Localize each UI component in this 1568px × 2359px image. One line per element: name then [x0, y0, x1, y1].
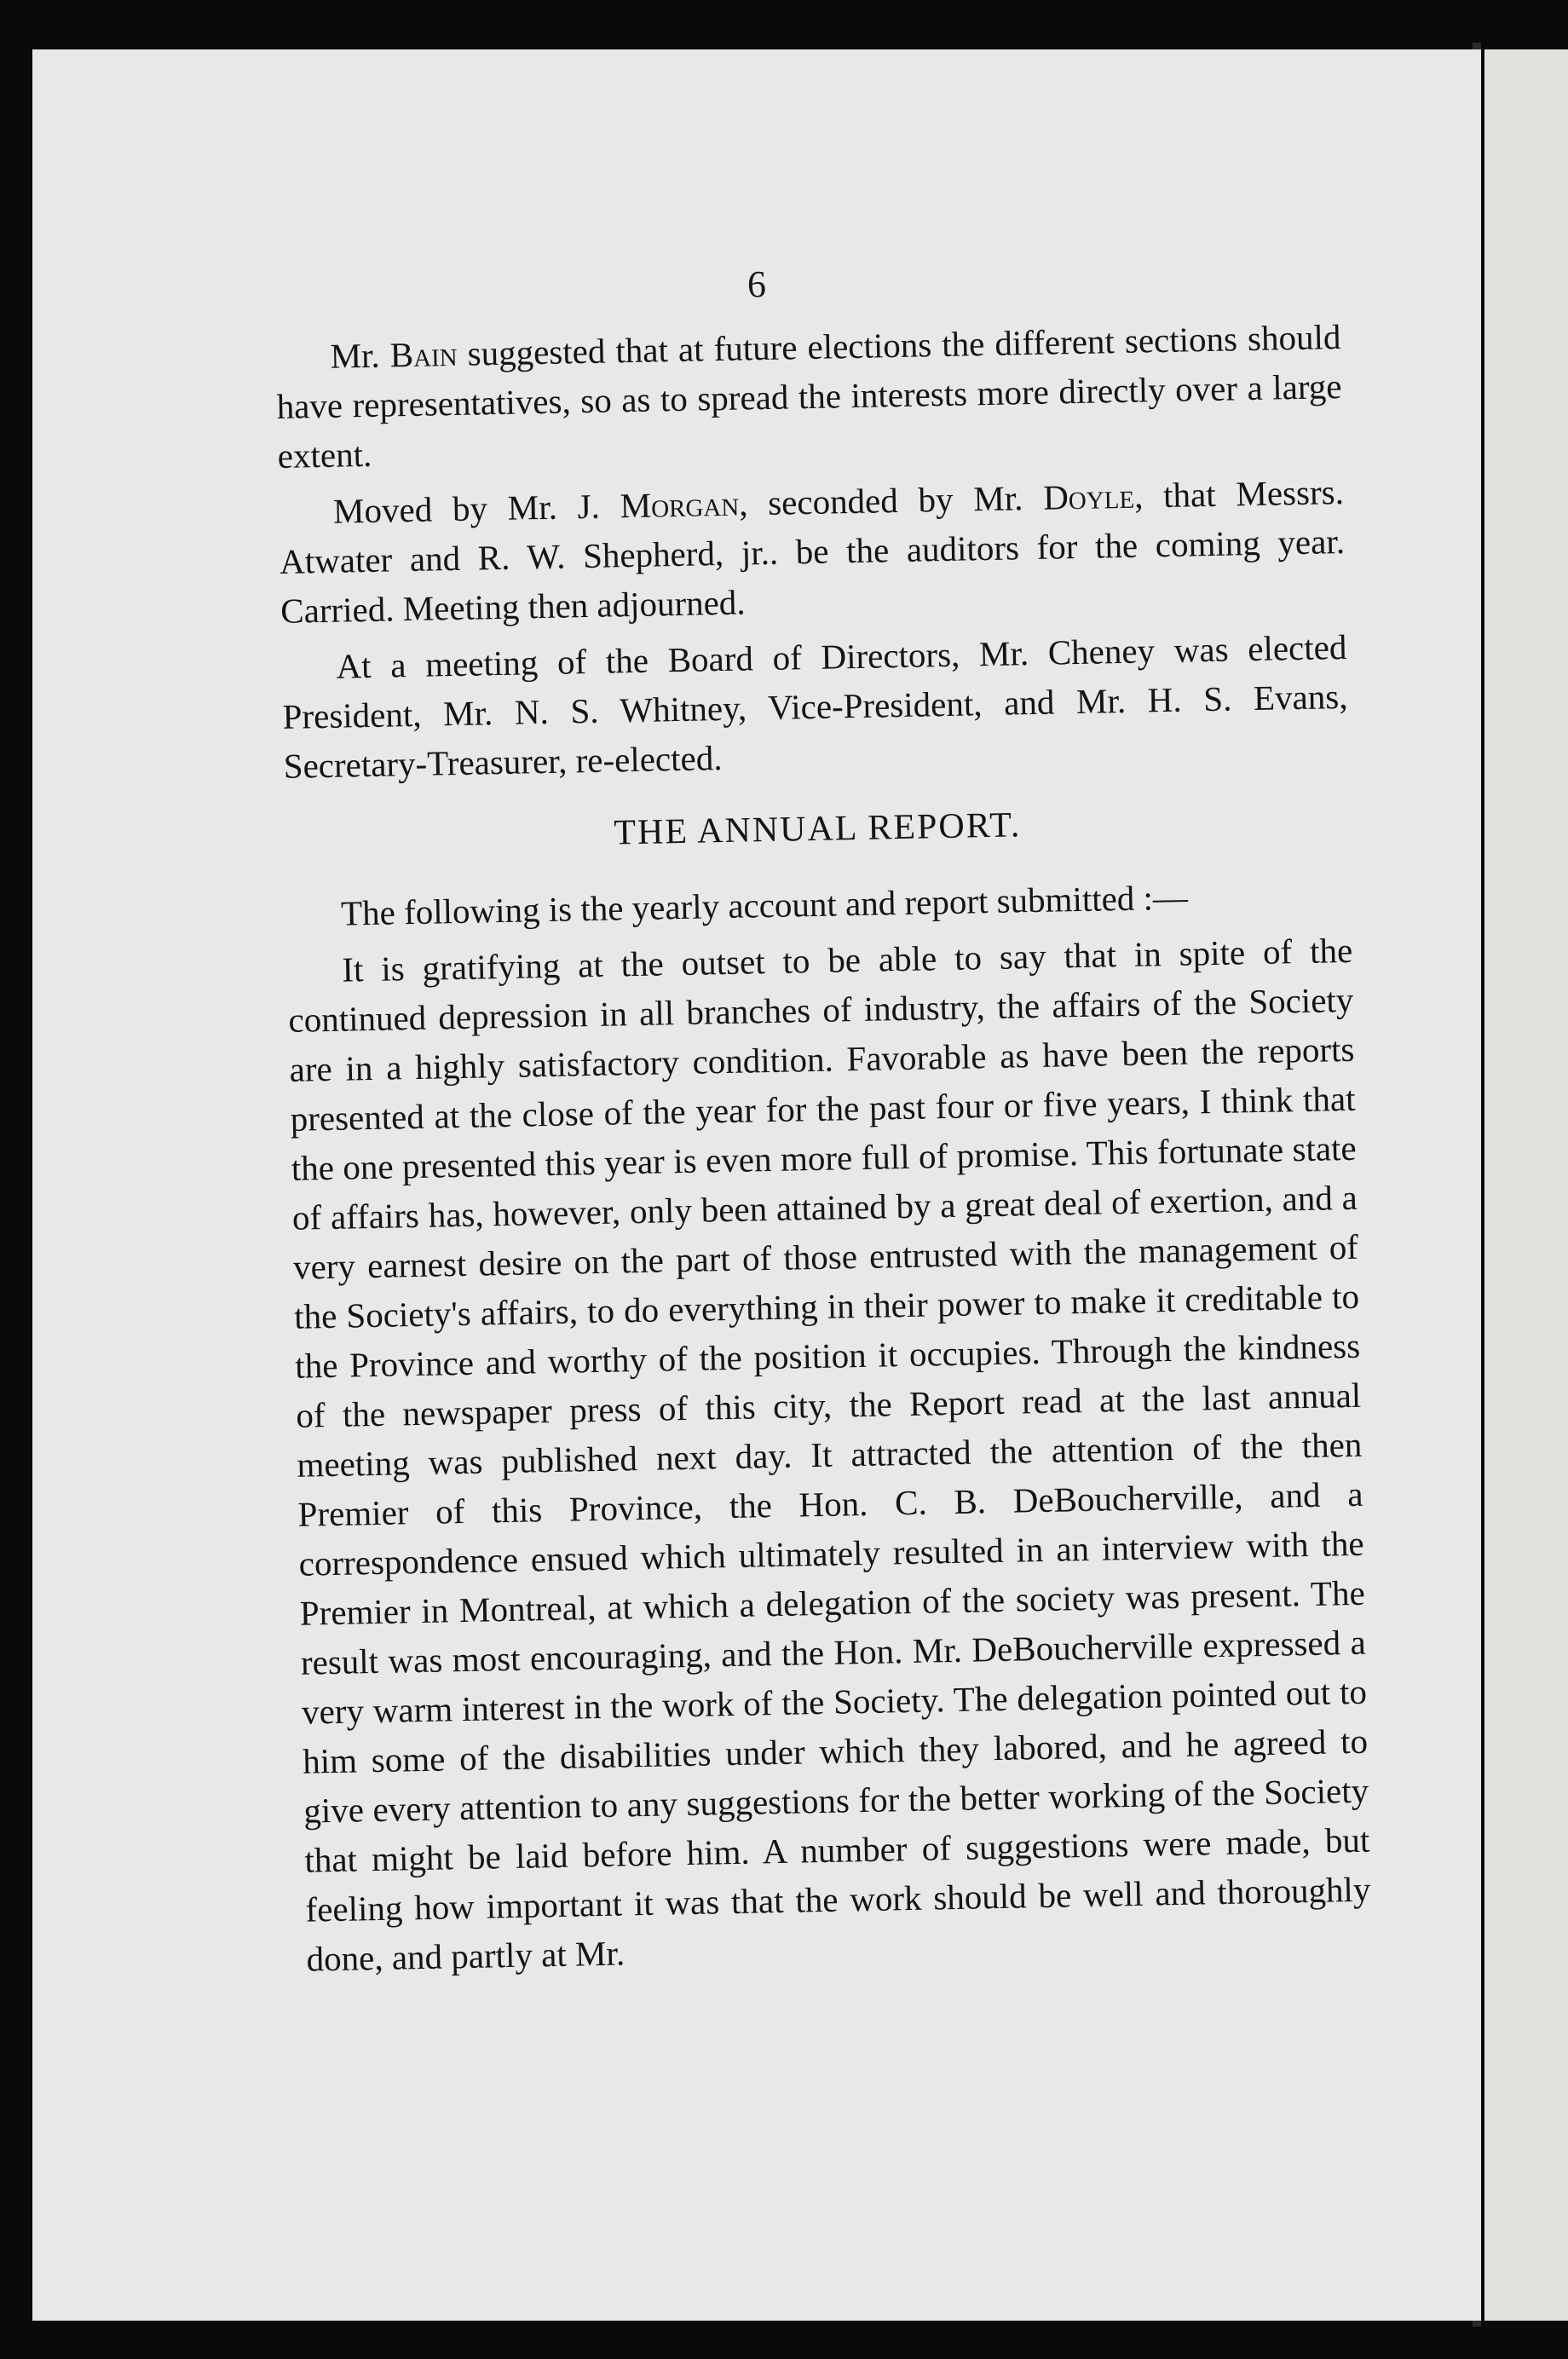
name-bain: Bain [389, 333, 458, 375]
name-doyle: Doyle [1042, 476, 1135, 517]
adjacent-page-margin [1484, 49, 1568, 2321]
section-heading: THE ANNUAL REPORT. [613, 805, 1022, 853]
paragraph-motion-lead: Moved by Mr. J. [332, 486, 621, 531]
paragraph-motion-text: , that Messrs. Atwater and R. W. Shepherd, jr.. be the auditors for the coming year. Carried. Meeting then adjourned. [279, 471, 1346, 631]
paragraph-motion [278, 467, 1346, 636]
paragraph-directors: At a meeting of the Board of Directors, Mr. Cheney was elected President, Mr. N. S. Whitney, Vice-President, and Mr. H. S. Evans, Secretary-Treasurer, re-elected. [282, 626, 1348, 786]
page-number: 6 [747, 263, 766, 305]
paragraph-bain-text: suggested that at future elections the different sections should have representatives, so as to spread the interests more directly over a large extent. [276, 317, 1342, 476]
paragraph-report-body: It is gratifying at the outset to be able to say that in spite of the continued depression in all branches of industry, the affairs of the Society are in a highly satisfactory condition. Favorable as have been the reports presented at the close of the year for the past four or five years, I think that the one presented this year is even more full of promise. This fortunate state of affairs has, however, only been attained by a great deal of exertion, and a very earnest desire on the part of those entrusted with the management of the Society's affairs, to do everything in their power to make it creditable to the Province and worthy of the position it occupies. Through the kindness of the newspaper press of this city, the Report read at the last annual meeting was published next day. It attracted the attention of the then Premier of this Province, the Hon. C. B. DeBoucherville, and a correspondence ensued which ultimately resulted in an interview with the Premier in Montreal, at which a delegation of the society was present. The result was most encouraging, and the Hon. Mr. DeBoucherville expressed a very warm interest in the work of the Society. The delegation pointed out to him some of the disabilities under which they labored, and he agreed to give every attention to any suggestions for the better working of the Society that might be laid before him. A number of suggestions were made, but feeling how important it was that the work should be well and thoroughly done, and partly at Mr. [288, 930, 1371, 1979]
paragraph-intro: The following is the yearly account and report submitted :— [340, 877, 1189, 933]
paragraph-motion-mid: , seconded by Mr. [738, 477, 1044, 523]
paragraph-bain-lead: Mr. [330, 335, 391, 376]
name-morgan: Morgan [620, 483, 740, 526]
body-text [275, 312, 1372, 1991]
paragraph-bain [275, 312, 1343, 481]
document-page [32, 49, 1481, 2321]
